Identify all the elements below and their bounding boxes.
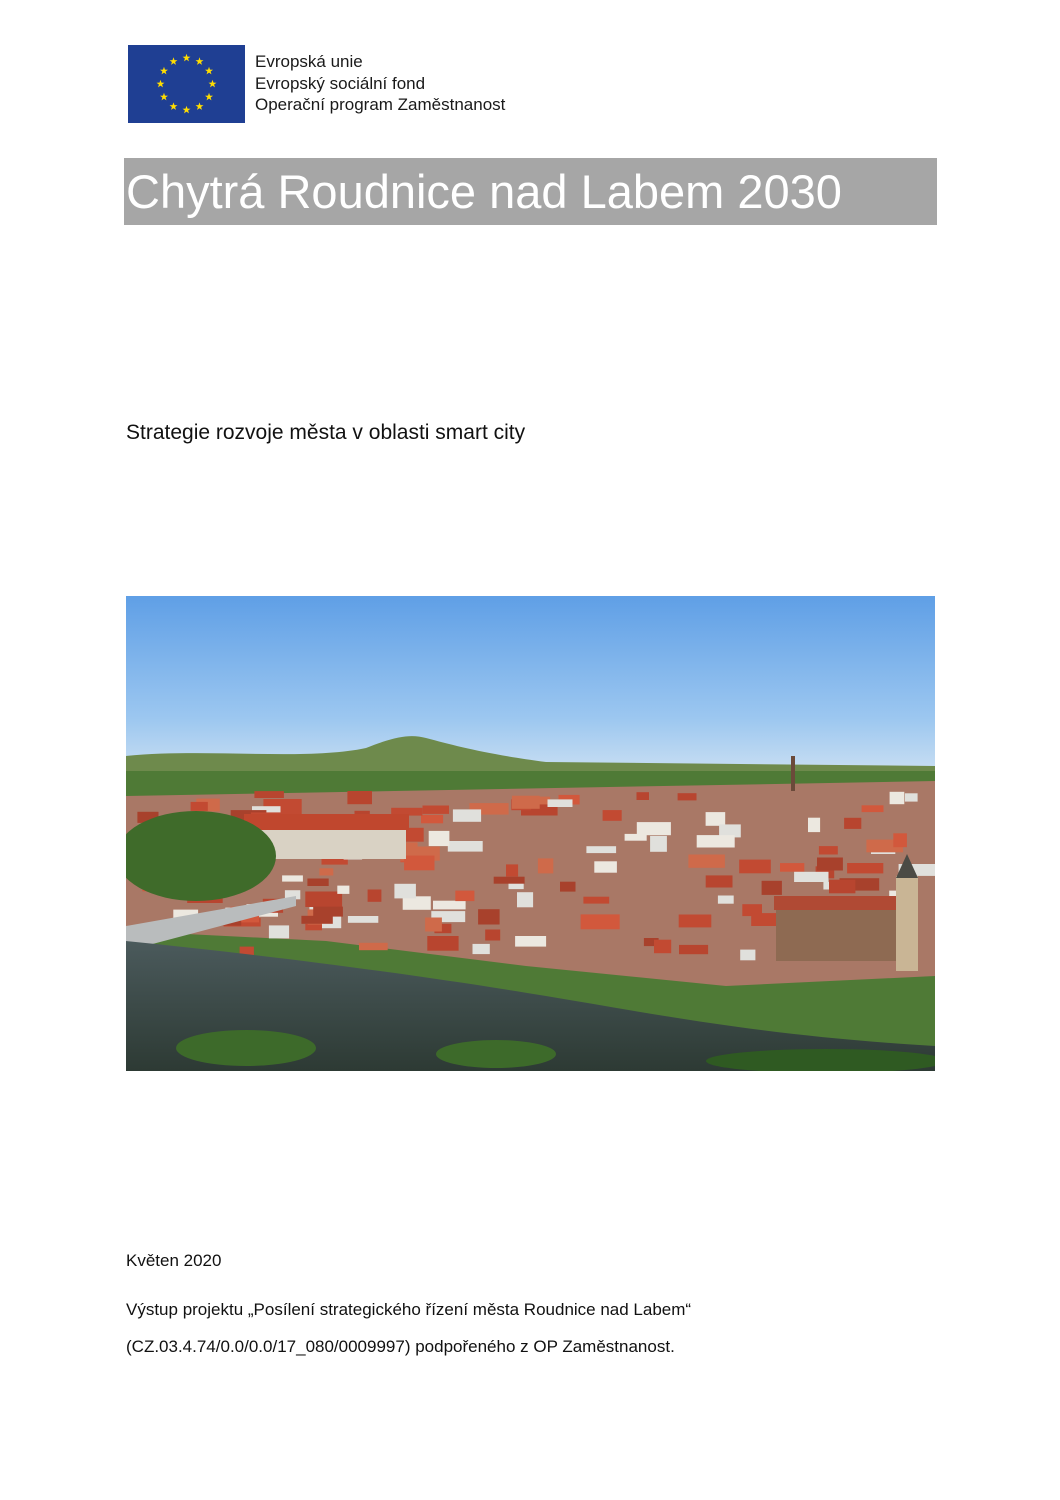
eu-funding-text (255, 51, 505, 116)
publication-date: Květen 2020 (126, 1251, 222, 1270)
aerial-town-photo (126, 596, 935, 1071)
eu-union-label: Evropská unie (255, 52, 363, 71)
eu-flag-icon (128, 45, 245, 123)
project-code-line: (CZ.03.4.74/0.0/0.0/17_080/0009997) podpořeného z OP Zaměstnanost. (126, 1337, 675, 1356)
op-program-label: Operační program Zaměstnanost (255, 95, 506, 114)
esf-label: Evropský sociální fond (255, 73, 426, 93)
title-banner (124, 158, 937, 225)
page-subtitle: Strategie rozvoje města v oblasti smart city (126, 421, 526, 444)
page-title: Chytrá Roudnice nad Labem 2030 (126, 165, 842, 218)
project-output-line: Výstup projektu „Posílení strategického řízení města Roudnice nad Labem“ (126, 1300, 692, 1319)
